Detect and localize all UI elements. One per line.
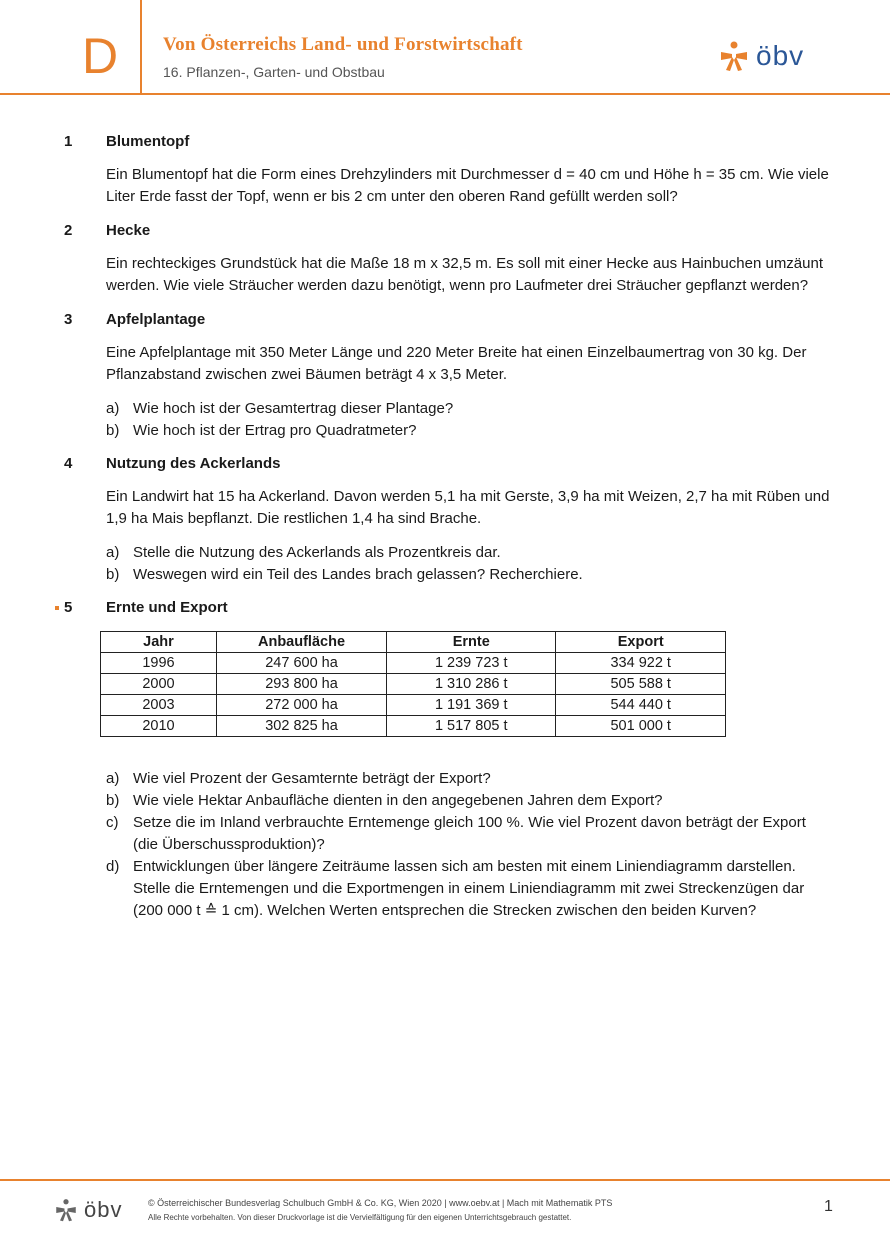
table-cell: 501 000 t xyxy=(556,716,726,737)
chapter-letter: D xyxy=(82,28,119,84)
column-header: Export xyxy=(556,632,726,653)
task-number: 5 xyxy=(64,599,73,616)
table-cell: 1996 xyxy=(101,653,217,674)
footer-logo-text: öbv xyxy=(84,1197,123,1222)
footer-rule xyxy=(0,1179,890,1181)
harvest-export-table xyxy=(100,631,726,737)
subtask-text: Wie viele Hektar Anbaufläche dienten in den angegebenen Jahren dem Export? xyxy=(133,792,663,809)
oebv-star-icon xyxy=(54,1198,78,1222)
subtask-text: Wie viel Prozent der Gesamternte beträgt der Export? xyxy=(133,770,491,787)
table-cell: 247 600 ha xyxy=(217,653,387,674)
table-row xyxy=(101,716,726,737)
footer-copyright: © Österreichischer Bundesverlag Schulbuch GmbH & Co. KG, Wien 2020 | www.oebv.at | Mach mit Mathematik PTS xyxy=(148,1198,613,1208)
task-text: Ein Landwirt hat 15 ha Ackerland. Davon werden 5,1 ha mit Gerste, 3,9 ha mit Weizen, 2,7 ha mit Rüben und 1,9 ha Mais bepflanzt. Die restlichen 1,4 ha sind Brache. xyxy=(106,488,830,527)
table-cell: 334 922 t xyxy=(556,653,726,674)
subtask-text: Stelle die Nutzung des Ackerlands als Prozentkreis dar. xyxy=(133,544,501,561)
subtask-text: Wie hoch ist der Gesamtertrag dieser Plantage? xyxy=(133,400,454,417)
subtask-letter: d) xyxy=(106,858,120,875)
task-number: 2 xyxy=(64,222,73,239)
column-header: Ernte xyxy=(387,632,556,653)
column-header: Jahr xyxy=(101,632,217,653)
publisher-logo xyxy=(718,40,804,72)
table-row xyxy=(101,653,726,674)
table-cell: 2003 xyxy=(101,695,217,716)
logo-text: öbv xyxy=(756,40,805,71)
subtask-letter: a) xyxy=(106,770,120,787)
subtask-letter: a) xyxy=(106,400,120,417)
table-row xyxy=(101,695,726,716)
oebv-star-icon xyxy=(718,40,750,72)
header-rule xyxy=(0,93,890,95)
table-cell: 1 191 369 t xyxy=(387,695,556,716)
table-cell: 302 825 ha xyxy=(217,716,387,737)
subtask-letter: b) xyxy=(106,566,120,583)
subtask-text: Entwicklungen über längere Zeiträume lassen sich am besten mit einem Liniendiagramm darstellen. Stelle die Erntemengen und die Exportmengen in einem Liniendiagramm mit zwei Streckenzügen dar (200 000 t ≙ 1 cm). Welchen Werten entsprechen die Strecken zwischen den beiden Kurven? xyxy=(133,858,805,919)
footer-logo xyxy=(54,1198,122,1222)
page-number: 1 xyxy=(824,1198,833,1215)
subtask-text: Wie hoch ist der Ertrag pro Quadratmeter? xyxy=(133,422,417,439)
table-cell: 544 440 t xyxy=(556,695,726,716)
task-text: Ein Blumentopf hat die Form eines Drehzylinders mit Durchmesser d = 40 cm und Höhe h = 35 cm. Wie viele Liter Erde fasst der Topf, wenn er bis 2 cm unter den oberen Rand gefüllt werden soll? xyxy=(106,166,829,205)
subtask-letter: b) xyxy=(106,422,120,439)
table-cell: 2000 xyxy=(101,674,217,695)
header-divider xyxy=(140,0,142,94)
table-cell: 293 800 ha xyxy=(217,674,387,695)
task-title: Hecke xyxy=(106,222,151,239)
table-cell: 1 239 723 t xyxy=(387,653,556,674)
table-cell: 1 310 286 t xyxy=(387,674,556,695)
task-text: Eine Apfelplantage mit 350 Meter Länge und 220 Meter Breite hat einen Einzelbaumertrag von 30 kg. Der Pflanzabstand zwischen zwei Bäumen beträgt 4 x 3,5 Meter. xyxy=(106,344,807,383)
task-text: Ein rechteckiges Grundstück hat die Maße 18 m x 32,5 m. Es soll mit einer Hecke aus Hainbuchen umzäunt werden. Wie viele Sträucher werden dazu benötigt, wenn pro Laufmeter drei Sträucher gepflanzt werden? xyxy=(106,255,824,294)
table-header-row xyxy=(101,632,726,653)
task-title: Ernte und Export xyxy=(106,599,228,616)
task-title: Apfelplantage xyxy=(106,311,206,328)
footer-rights: Alle Rechte vorbehalten. Von dieser Druckvorlage ist die Vervielfältigung für den eigenen Unterrichtsgebrauch gestattet. xyxy=(148,1213,572,1222)
chapter-title: Von Österreichs Land- und Forstwirtschaft xyxy=(163,34,523,55)
subtask-letter: b) xyxy=(106,792,120,809)
task-title: Nutzung des Ackerlands xyxy=(106,455,281,472)
task-number: 1 xyxy=(64,133,73,150)
difficulty-marker xyxy=(55,606,59,610)
column-header: Anbaufläche xyxy=(217,632,387,653)
subtask-letter: c) xyxy=(106,814,119,831)
table-cell: 505 588 t xyxy=(556,674,726,695)
table-cell: 272 000 ha xyxy=(217,695,387,716)
subtask-letter: a) xyxy=(106,544,120,561)
table-cell: 2010 xyxy=(101,716,217,737)
page-header xyxy=(0,0,890,95)
chapter-subtitle: 16. Pflanzen-, Garten- und Obstbau xyxy=(163,64,385,80)
subtask-text: Weswegen wird ein Teil des Landes brach gelassen? Recherchiere. xyxy=(133,566,583,583)
table-row xyxy=(101,674,726,695)
task-number: 4 xyxy=(64,455,73,472)
subtask-text: Setze die im Inland verbrauchte Erntemenge gleich 100 %. Wie viel Prozent davon beträgt der Export (die Überschussproduktion)? xyxy=(133,814,806,853)
task-number: 3 xyxy=(64,311,73,328)
table-cell: 1 517 805 t xyxy=(387,716,556,737)
task-title: Blumentopf xyxy=(106,133,190,150)
